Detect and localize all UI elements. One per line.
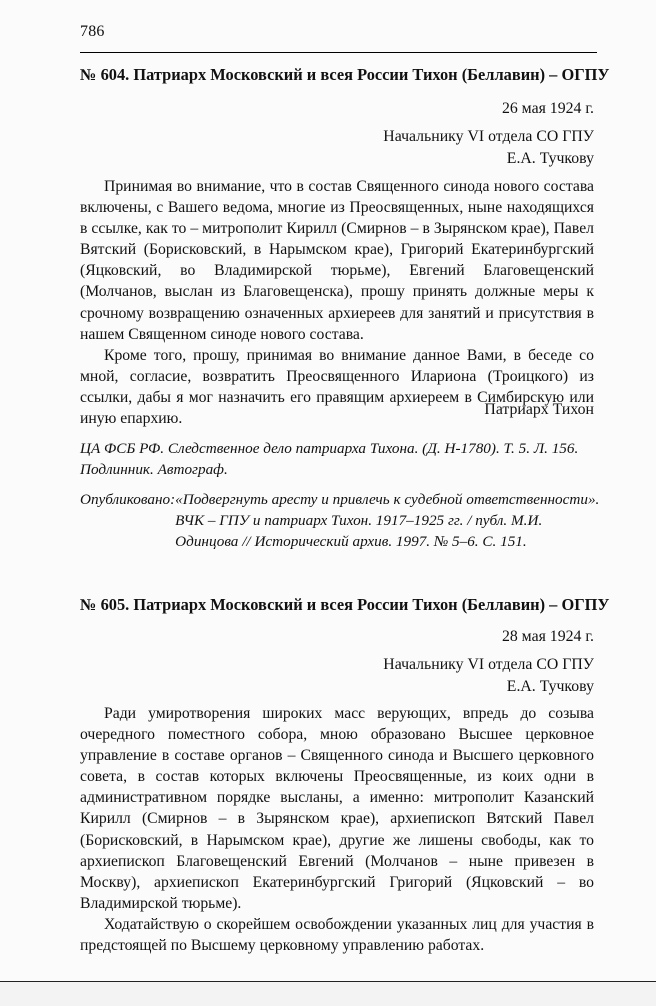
addressee-604 bbox=[294, 126, 594, 170]
document-date-604: 26 мая 1924 г. bbox=[501, 100, 594, 117]
document-title-605: № 605. Патриарх Московский и всея России Тихон (Беллавин) – ОГПУ bbox=[80, 595, 610, 614]
document-body-604 bbox=[80, 176, 594, 429]
addressee-line: Е.А. Тучкову bbox=[506, 678, 594, 695]
archive-reference: ЦА ФСБ РФ. Следственное дело патриарха Тихона. (Д. Н-1780). Т. 5. Л. 156. Подлинник. Автограф. bbox=[80, 440, 579, 478]
signature-604: Патриарх Тихон bbox=[484, 401, 594, 418]
document-title-604: № 604. Патриарх Московский и всея России Тихон (Беллавин) – ОГПУ bbox=[80, 65, 610, 84]
document-body-605 bbox=[80, 703, 594, 956]
footer-band bbox=[0, 982, 656, 1006]
addressee-605 bbox=[294, 654, 594, 698]
addressee-line: Е.А. Тучкову bbox=[506, 150, 594, 167]
paragraph: Ради умиротворения широких масс верующих, впредь до созыва очередного поместного собора, мною образовано Высшее церковное управление в составе органов – Священного синода и Высшего церковного совета, в состав которых включены Преосвященные, из коих одни в административном порядке высланы, а именно: митрополит Казанский Кирилл (Смирнов – в Зырянском крае), архиепископ Вятский Павел (Борисковский, в Нарымском крае), другие же лишены свободы, как то архиепископ Благовещенский Евгений (Молчанов – ныне привезен в Москву), архиепископ Екатеринбургский Григорий (Яцковский – во Владимирской тюрьме). bbox=[80, 705, 594, 912]
publication-text: «Подвергнуть аресту и привлечь к судебной ответственности». ВЧК – ГПУ и патриарх Тихон. 1917–1925 гг. / публ. М.И. Одинцова // Исторический архив. 1997. № 5–6. С. 151. bbox=[175, 491, 600, 550]
document-date-605: 28 мая 1924 г. bbox=[501, 628, 594, 645]
addressee-line: Начальнику VI отдела СО ГПУ bbox=[383, 128, 594, 145]
publication-label: Опубликовано: bbox=[80, 491, 176, 508]
header-rule bbox=[80, 52, 597, 53]
paragraph: Кроме того, прошу, принимая во внимание данное Вами, в беседе со мной, согласие, возвратить Преосвященного Илариона (Троицкого) из ссылки, дабы я мог назначить его правящим архиереем в Симбирскую или иную епархию. bbox=[80, 346, 594, 428]
page-number: 786 bbox=[80, 23, 105, 40]
paragraph: Принимая во внимание, что в состав Священного синода нового состава включены, с Вашего ведома, многие из Преосвященных, ныне находящихся в ссылке, как то – митрополит Кирилл (Смирнов – в Зырянском крае), Павел Вятский (Борисковский, в Нарымском крае), Григорий Екатеринбургский (Яцковский, во Владимирской тюрьме), Евгений Благовещенский (Молчанов, выслан из Благовещенска), прошу принять должные меры к срочному возвращению означенных архиереев для занятий и присутствия в нашем Священном синоде нового состава. bbox=[80, 178, 594, 343]
paragraph: Ходатайствую о скорейшем освобождении указанных лиц для участия в предстоящей по Высшему церковному управлению работах. bbox=[80, 915, 594, 955]
publication-note bbox=[80, 490, 600, 552]
addressee-line: Начальнику VI отдела СО ГПУ bbox=[383, 656, 594, 673]
